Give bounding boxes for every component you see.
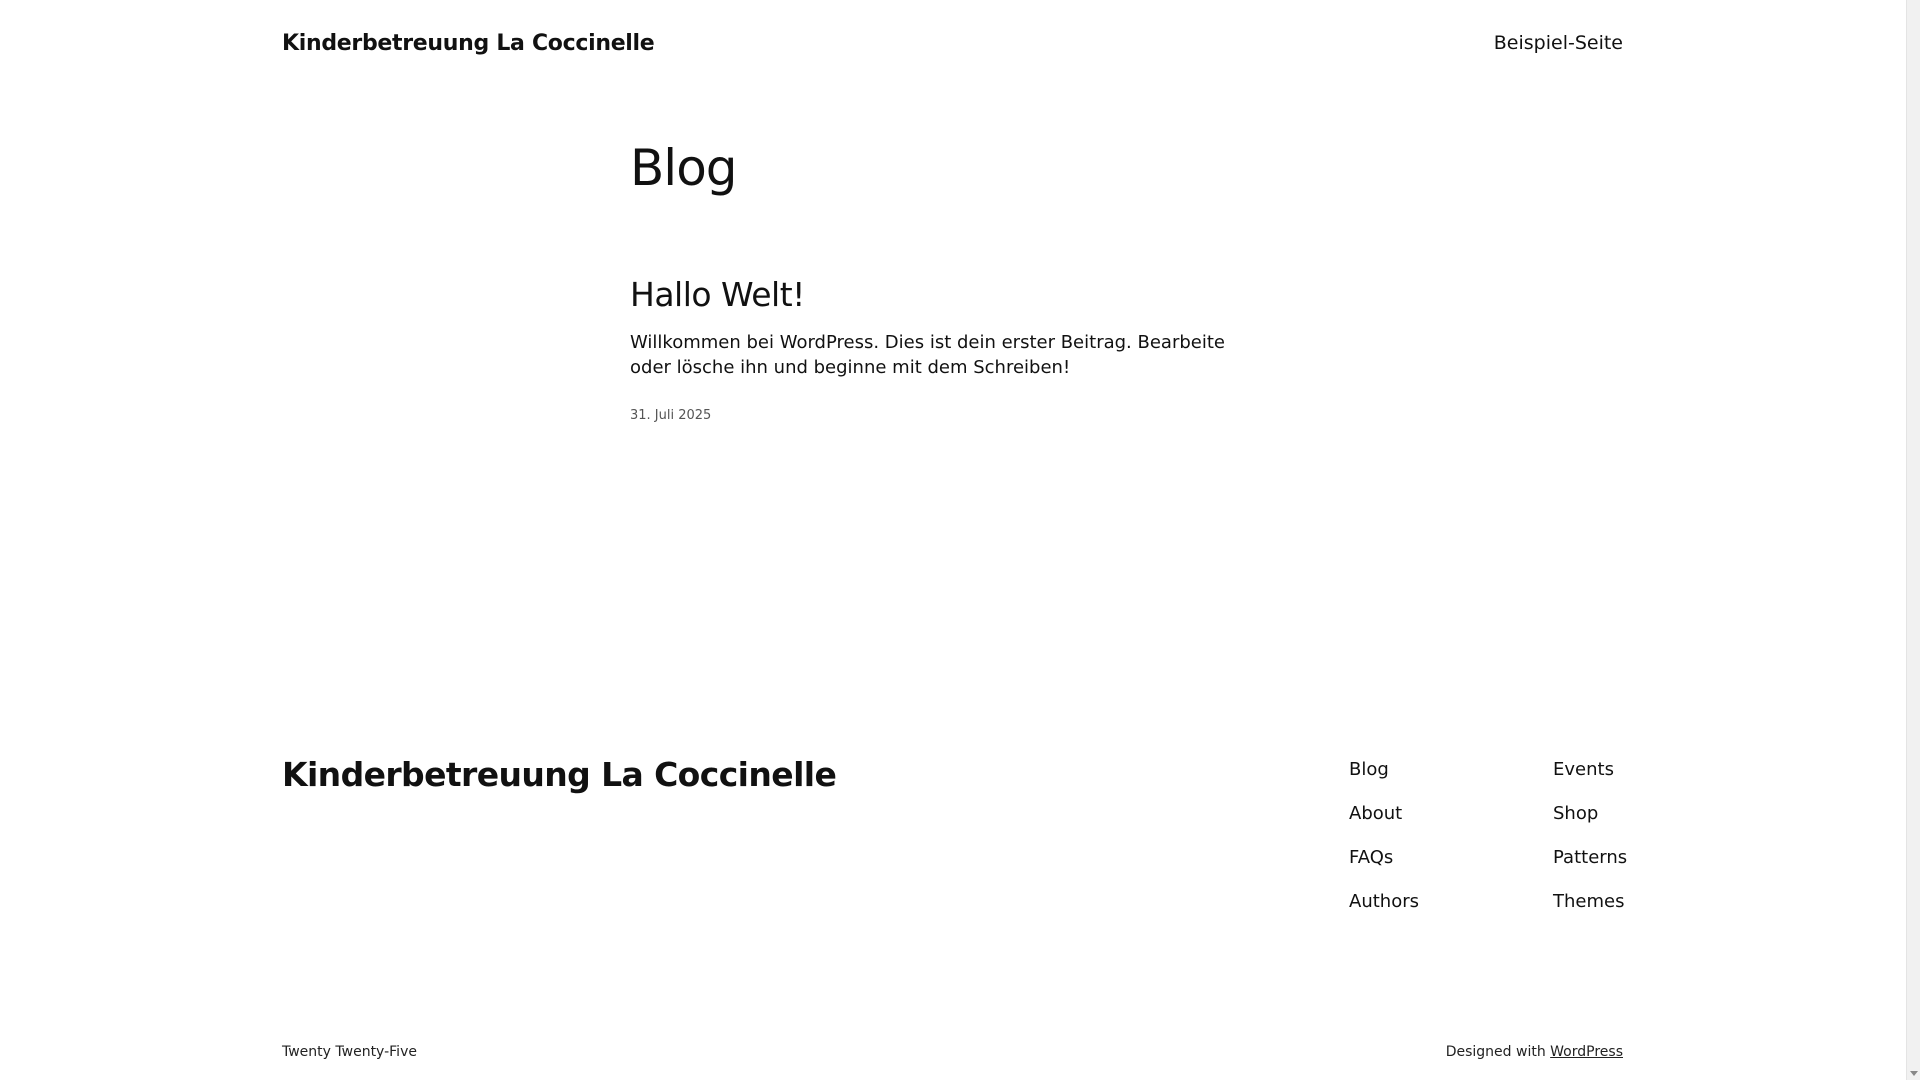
post-excerpt: Willkommen bei WordPress. Dies ist dein erster Beitrag. Bearbeite oder lösche ihn und beginne mit dem Schreiben! bbox=[630, 332, 1225, 378]
footer-link-faqs[interactable]: FAQs bbox=[1349, 847, 1394, 868]
scroll-down-arrow-icon[interactable] bbox=[1910, 1071, 1918, 1076]
footer-nav-column-1 bbox=[1349, 757, 1419, 914]
footer-credits bbox=[282, 1044, 1623, 1060]
site-title-link[interactable]: Kinderbetreuung La Coccinelle bbox=[282, 30, 655, 56]
footer-link-about[interactable]: About bbox=[1349, 803, 1403, 824]
post-title-link[interactable]: Hallo Welt! bbox=[630, 275, 805, 314]
vertical-scrollbar[interactable] bbox=[1906, 0, 1920, 1080]
main-content bbox=[630, 136, 1250, 423]
footer-link-events[interactable]: Events bbox=[1553, 759, 1614, 780]
footer-link-shop[interactable]: Shop bbox=[1553, 803, 1599, 824]
nav-link-beispiel-seite[interactable]: Beispiel-Seite bbox=[1493, 32, 1623, 54]
site-header bbox=[282, 18, 1623, 68]
footer-site-title-link[interactable]: Kinderbetreuung La Coccinelle bbox=[282, 755, 837, 794]
main-nav bbox=[1494, 32, 1623, 54]
page-title: Blog bbox=[630, 139, 737, 197]
footer-link-themes[interactable]: Themes bbox=[1553, 891, 1625, 912]
post-item bbox=[630, 274, 1250, 423]
footer-link-authors[interactable]: Authors bbox=[1349, 891, 1419, 912]
wordpress-link[interactable]: WordPress bbox=[1550, 1044, 1623, 1060]
post-date: 31. Juli 2025 bbox=[630, 408, 712, 423]
post-title bbox=[630, 274, 1250, 316]
footer-link-patterns[interactable]: Patterns bbox=[1553, 847, 1628, 868]
footer-link-blog[interactable]: Blog bbox=[1349, 759, 1389, 780]
footer-nav-column-2 bbox=[1553, 757, 1627, 914]
theme-credit: Twenty Twenty-Five bbox=[282, 1044, 417, 1060]
designed-with-text: Designed with bbox=[1445, 1044, 1551, 1060]
designed-with-credit bbox=[1446, 1044, 1623, 1060]
